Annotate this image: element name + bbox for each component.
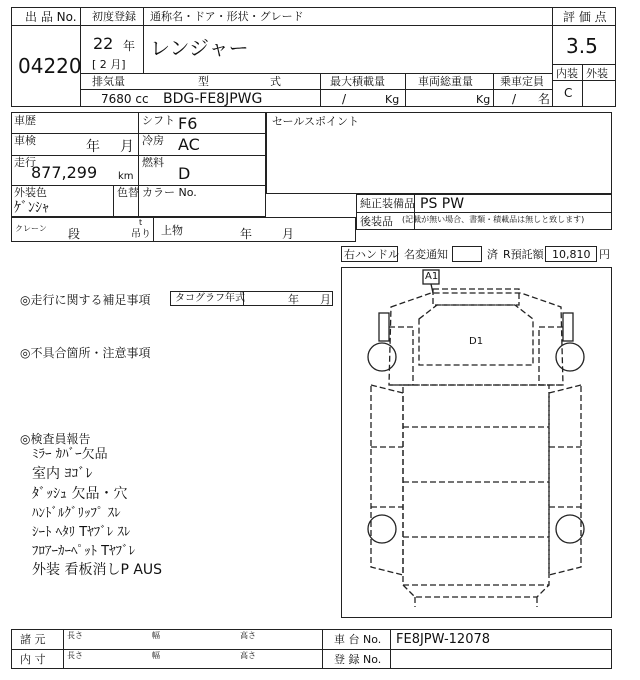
truck-diagram — [341, 267, 612, 618]
chassis-label: 車 台 No. — [334, 633, 382, 646]
history-label: 車歴 — [14, 114, 36, 127]
inspection-month: 月 — [120, 139, 134, 155]
vehicle-name-label: 通称名・ドア・形状・グレード — [150, 10, 304, 23]
tachograph-label: タコグラフ年式 — [175, 293, 245, 304]
reg-fee-value: 10,810 — [552, 248, 591, 261]
equipment-label: 純正装備品 — [360, 197, 415, 210]
model-value: BDG-FE8JPWG — [163, 91, 263, 107]
tachograph-year: 年 — [288, 293, 299, 306]
defects-label: ◎不具合箇所・注意事項 — [20, 346, 151, 360]
damage-mark-a1: A1 — [425, 271, 439, 282]
color-label: 外装色 — [14, 186, 47, 199]
inspector-line-1: ﾐﾗｰ ｶﾊﾞｰ欠品 — [32, 447, 108, 462]
inspector-line-5: ｼｰﾄ ﾍﾀﾘ Tﾔﾌﾞﾚ ｽﾚ — [32, 525, 131, 540]
capacity-unit: 名 — [538, 92, 551, 106]
max-load-unit: Kg — [385, 93, 400, 106]
max-load-value: / — [342, 92, 347, 106]
inspector-line-2: 室内 ﾖｺﾞﾚ — [32, 466, 93, 482]
inspector-line-4: ﾊﾝﾄﾞﾙｸﾞﾘｯﾌﾟ ｽﾚ — [32, 506, 121, 521]
crane-t-label: t — [139, 218, 143, 227]
tachograph-month: 月 — [320, 293, 331, 306]
aftermarket-note: (記載が無い場合、書類・積載品は無しと致します) — [402, 215, 585, 224]
gross-weight-label: 車両総重量 — [418, 75, 473, 88]
reg-fee-label: R預託額 — [503, 248, 544, 261]
shift-value: F6 — [178, 114, 198, 133]
crane-label: クレーン — [15, 224, 47, 233]
inner-length-label: 長さ — [67, 651, 83, 660]
name-change-label: 名変通知 — [404, 248, 448, 261]
gross-weight-unit: Kg — [476, 93, 491, 106]
steering-value: 右ハンドル — [344, 248, 399, 261]
sales-point-label: セールスポイント — [272, 115, 360, 128]
displacement-label: 排気量 — [92, 75, 125, 88]
driving-notes-label: ◎走行に関する補足事項 — [20, 293, 151, 307]
name-change-box — [452, 246, 482, 262]
inner-height-label: 高さ — [240, 651, 256, 660]
yen-label: 円 — [599, 248, 610, 261]
model-label: 型 — [198, 75, 209, 88]
aircon-label: 冷房 — [142, 134, 164, 147]
grade-label: 評 価 点 — [563, 10, 607, 24]
capacity-label: 乗車定員 — [500, 75, 544, 88]
inspector-line-6: ﾌﾛｱｰｶｰﾍﾟｯﾄ Tﾔﾌﾞﾚ — [32, 544, 136, 559]
spec-height-label: 高さ — [240, 631, 256, 640]
spec-width-label: 幅 — [152, 631, 160, 640]
loading-month: 月 — [282, 227, 295, 241]
exterior-label: 外装 — [586, 67, 608, 80]
model-label-2: 式 — [270, 75, 281, 88]
inspection-year: 年 — [86, 139, 100, 155]
mileage-value: 877,299 — [31, 163, 98, 182]
shift-label: シフト — [142, 114, 175, 127]
first-reg-month: [ 2 月] — [92, 58, 126, 71]
equipment-value: PS PW — [420, 196, 465, 212]
inspector-line-7: 外装 看板消しP AUS — [32, 562, 163, 578]
chassis-number: FE8JPW-12078 — [396, 632, 491, 647]
lot-no-label: 出 品 No. — [25, 10, 77, 24]
capacity-value: / — [512, 92, 517, 106]
aftermarket-label: 後装品 — [360, 215, 393, 228]
reg-no-label: 登 録 No. — [334, 653, 382, 666]
inspector-report-label: ◎検査員報告 — [20, 432, 91, 446]
fuel-label: 燃料 — [142, 156, 164, 169]
color-change-label: 色替 — [117, 186, 139, 199]
first-reg-year: 22 — [93, 34, 114, 53]
lot-number: 04220 — [18, 54, 82, 78]
interior-label: 内装 — [556, 67, 578, 80]
inner-size-label: 内 寸 — [20, 653, 46, 666]
displacement-value: 7680 cc — [101, 92, 149, 106]
crane-stage: 段 — [68, 227, 81, 241]
crane-row — [11, 217, 356, 242]
first-reg-label: 初度登録 — [92, 10, 136, 23]
loading-year: 年 — [240, 227, 253, 241]
loading-label: 上物 — [161, 224, 183, 237]
max-load-label: 最大積載量 — [330, 75, 385, 88]
spec-label: 諸 元 — [20, 633, 46, 646]
completed-mark: 済 — [487, 248, 498, 261]
vehicle-name: レンジャー — [150, 36, 249, 60]
overall-grade: 3.5 — [566, 34, 598, 58]
inspection-label: 車検 — [14, 134, 36, 147]
damage-mark-d1: D1 — [469, 336, 484, 347]
inspector-line-3: ﾀﾞｯｼｭ 欠品・穴 — [32, 486, 128, 502]
crane-lift: 吊り — [131, 229, 151, 240]
spec-length-label: 長さ — [67, 631, 83, 640]
inner-width-label: 幅 — [152, 651, 160, 660]
aircon-value: AC — [178, 135, 200, 154]
fuel-value: D — [178, 164, 191, 183]
mileage-unit: km — [118, 171, 134, 182]
year-label: 年 — [123, 39, 136, 53]
interior-grade: C — [564, 86, 573, 100]
mileage-label: 走行 — [14, 156, 36, 169]
color-value: ｹﾞﾝｼｬ — [14, 200, 49, 216]
color-code-label: カラー No. — [142, 186, 197, 199]
